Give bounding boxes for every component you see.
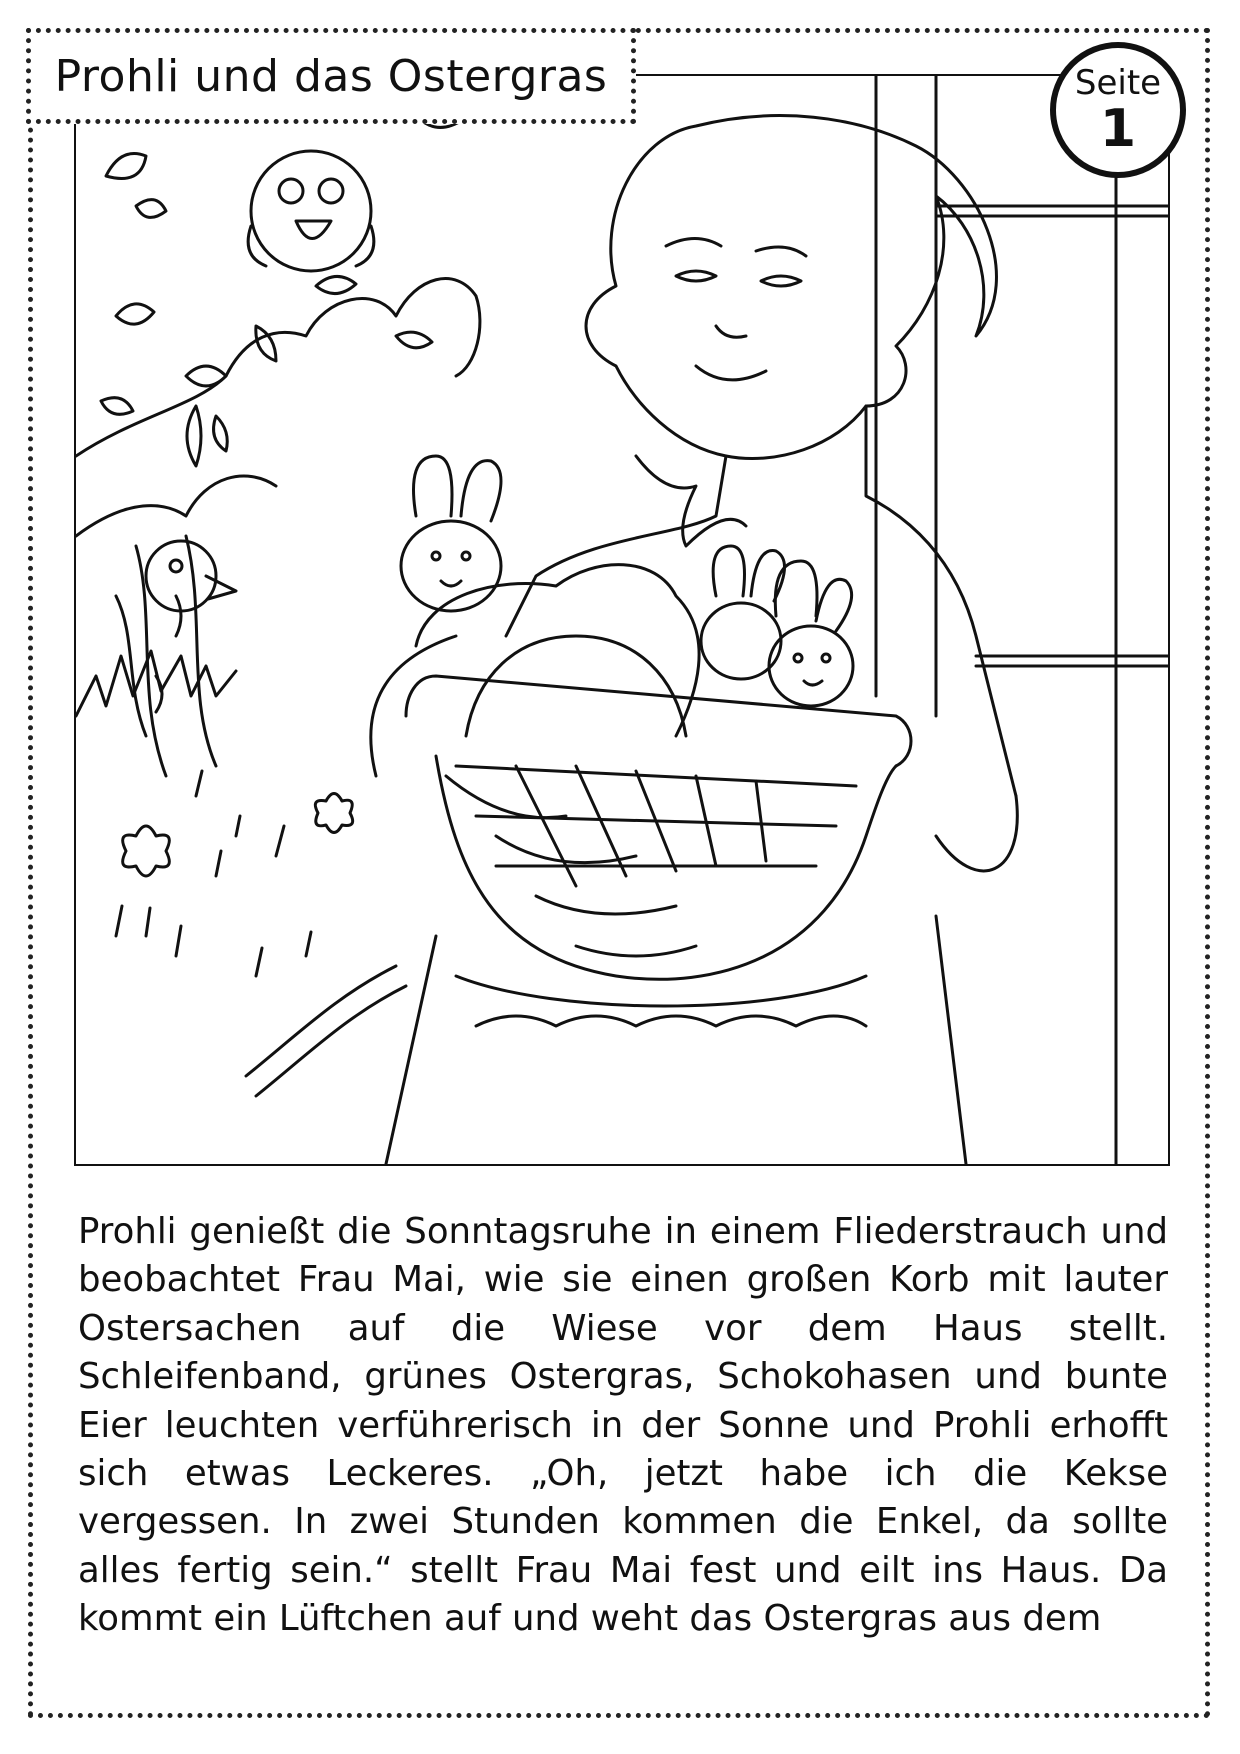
page-number: 1: [1099, 99, 1137, 159]
page-title-box: [26, 28, 636, 124]
chocolate-bunnies: [401, 456, 853, 706]
page-number-badge: [1050, 42, 1186, 178]
page-title: Prohli und das Ostergras: [54, 50, 608, 102]
house-wall: [876, 76, 1168, 1164]
bird-on-tree: [146, 541, 236, 611]
woman-with-easter-basket: [371, 116, 1017, 1164]
lilac-bush: [76, 101, 480, 1096]
story-illustration: [74, 74, 1170, 1166]
story-text: Prohli genießt die Sonntagsruhe in einem Fliederstrauch und beobachtet Frau Mai, wie sie einen großen Korb mit lauter Ostersachen auf die Wiese vor dem Haus stellt. Schleifenband, grünes Ostergras, Schokohasen und bunte Eier leuchten verführerisch in der Sonne und Prohli erhofft sich etwas Leckeres. „Oh, jetzt habe ich die Kekse vergessen. In zwei Stunden kommen die Enkel, da sollte alles fertig sein.“ stellt Frau Mai fest und eilt ins Haus. Da kommt ein Lüftchen auf und weht das Ostergras aus dem: [78, 1211, 1168, 1640]
page-number-label: Seite: [1074, 63, 1162, 103]
